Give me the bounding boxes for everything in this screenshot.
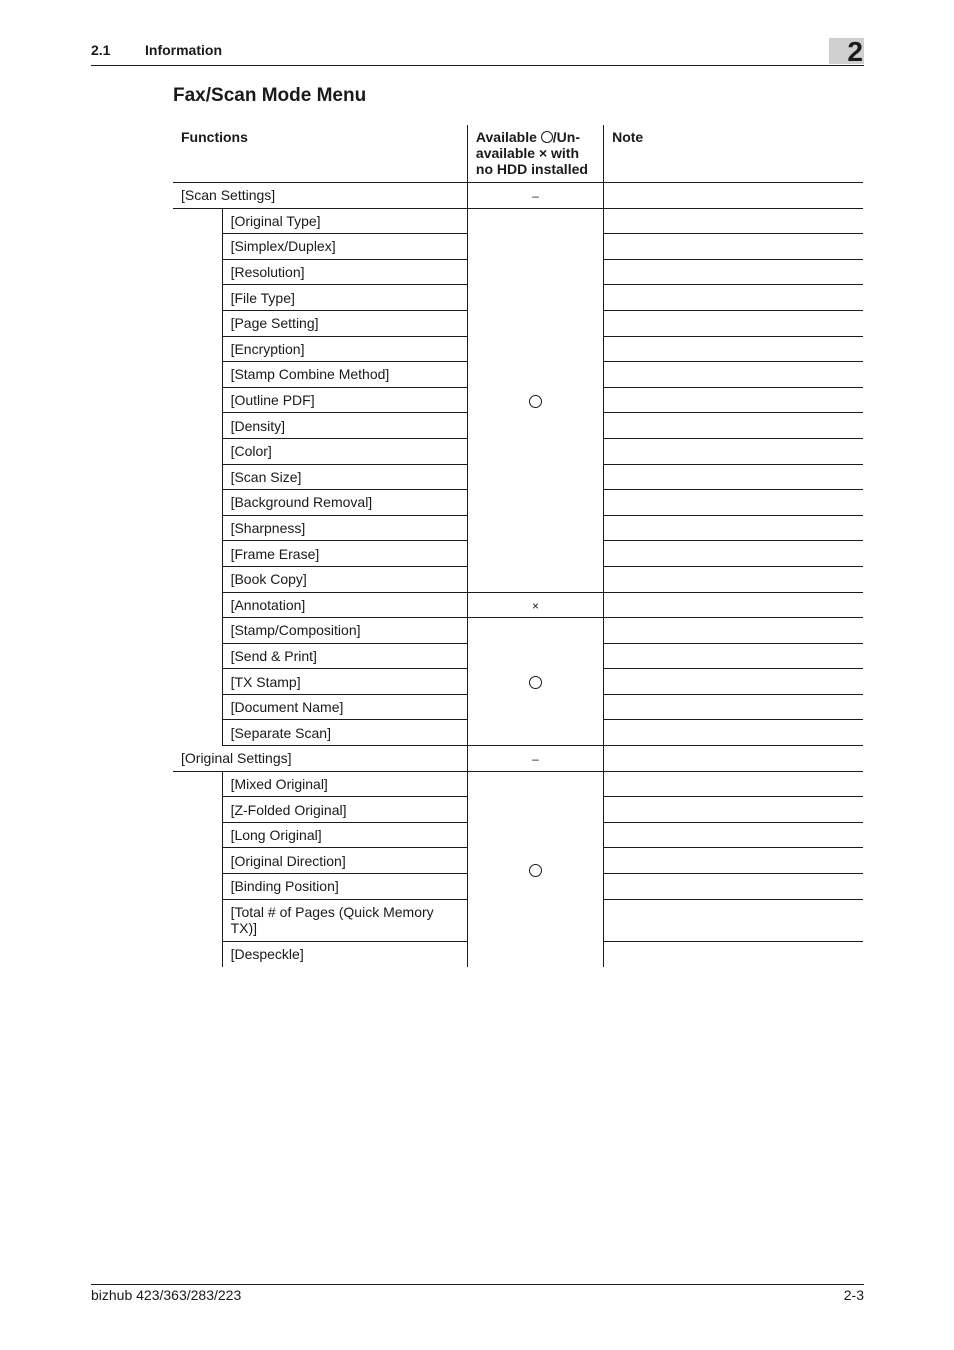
- function-item: [Scan Size]: [222, 464, 467, 490]
- function-item: [Book Copy]: [222, 566, 467, 592]
- note-cell: [604, 413, 863, 439]
- menu-table: [173, 125, 863, 967]
- availability-header: Available /Un-available × with no HDD installed: [467, 125, 603, 183]
- note-cell: [604, 285, 863, 311]
- function-item: [Stamp/Composition]: [222, 618, 467, 644]
- function-item: [Binding Position]: [222, 874, 467, 900]
- note-cell: [604, 234, 863, 260]
- function-item: [Send & Print]: [222, 643, 467, 669]
- table-row: [173, 771, 863, 797]
- function-item: [TX Stamp]: [222, 669, 467, 695]
- table-row: [173, 592, 863, 618]
- circle-icon: [529, 395, 542, 408]
- note-cell: [604, 541, 863, 567]
- table-row: [173, 618, 863, 644]
- note-cell: [604, 746, 863, 772]
- note-cell: [604, 941, 863, 967]
- note-cell: [604, 822, 863, 848]
- function-item: [Sharpness]: [222, 515, 467, 541]
- function-item: [Separate Scan]: [222, 720, 467, 746]
- note-cell: [604, 310, 863, 336]
- note-cell: [604, 720, 863, 746]
- circle-icon: [541, 131, 553, 143]
- function-item: [Despeckle]: [222, 941, 467, 967]
- note-cell: [604, 490, 863, 516]
- note-cell: [604, 259, 863, 285]
- function-item: [Simplex/Duplex]: [222, 234, 467, 260]
- page-number: 2-3: [843, 1287, 864, 1303]
- note-cell: [604, 899, 863, 941]
- note-cell: [604, 643, 863, 669]
- note-cell: [604, 618, 863, 644]
- note-cell: [604, 387, 863, 413]
- note-cell: [604, 336, 863, 362]
- table-header-row: [173, 125, 863, 183]
- note-cell: [604, 669, 863, 695]
- group-label: [Scan Settings]: [173, 183, 467, 209]
- function-item: [Original Type]: [222, 208, 467, 234]
- note-header: Note: [604, 125, 863, 183]
- availability-cell: [467, 208, 603, 592]
- availability-cell: –: [467, 183, 603, 209]
- table-row: [173, 208, 863, 234]
- function-item: [Mixed Original]: [222, 771, 467, 797]
- group-label: [Original Settings]: [173, 746, 467, 772]
- function-item: [File Type]: [222, 285, 467, 311]
- function-item: [Color]: [222, 438, 467, 464]
- function-item: [Frame Erase]: [222, 541, 467, 567]
- circle-icon: [529, 864, 542, 877]
- function-item: [Document Name]: [222, 694, 467, 720]
- availability-cell: –: [467, 746, 603, 772]
- function-item: [Long Original]: [222, 822, 467, 848]
- functions-header: Functions: [173, 125, 467, 183]
- availability-cell: [467, 771, 603, 967]
- note-cell: [604, 183, 863, 209]
- footer-rule: [91, 1284, 864, 1285]
- note-cell: [604, 208, 863, 234]
- note-cell: [604, 438, 863, 464]
- availability-cell: [467, 618, 603, 746]
- cross-icon: ×: [532, 598, 540, 613]
- function-item: [Z-Folded Original]: [222, 797, 467, 823]
- indent-spacer: [173, 208, 222, 745]
- section-title: Information: [145, 42, 222, 58]
- note-cell: [604, 848, 863, 874]
- note-cell: [604, 797, 863, 823]
- page-title: Fax/Scan Mode Menu: [173, 85, 367, 106]
- function-item: [Page Setting]: [222, 310, 467, 336]
- function-item: [Original Direction]: [222, 848, 467, 874]
- indent-spacer: [173, 771, 222, 967]
- page-header: [91, 41, 864, 65]
- header-rule: [91, 65, 864, 66]
- function-item: [Annotation]: [222, 592, 467, 618]
- circle-icon: [529, 676, 542, 689]
- chapter-tab: [829, 36, 864, 67]
- availability-cell: [467, 592, 603, 618]
- function-item: [Stamp Combine Method]: [222, 362, 467, 388]
- note-cell: [604, 515, 863, 541]
- function-item: [Encryption]: [222, 336, 467, 362]
- function-item: [Background Removal]: [222, 490, 467, 516]
- chapter-number: 2: [847, 36, 863, 67]
- note-cell: [604, 464, 863, 490]
- note-cell: [604, 771, 863, 797]
- note-cell: [604, 566, 863, 592]
- section-number: 2.1: [91, 42, 111, 58]
- group-row-original-settings: [173, 746, 863, 772]
- note-cell: [604, 694, 863, 720]
- function-item: [Density]: [222, 413, 467, 439]
- function-item: [Resolution]: [222, 259, 467, 285]
- function-item: [Outline PDF]: [222, 387, 467, 413]
- group-row-scan-settings: [173, 183, 863, 209]
- note-cell: [604, 362, 863, 388]
- note-cell: [604, 592, 863, 618]
- function-item: [Total # of Pages (Quick Memory TX)]: [222, 899, 467, 941]
- model-name: bizhub 423/363/283/223: [91, 1287, 242, 1303]
- note-cell: [604, 874, 863, 900]
